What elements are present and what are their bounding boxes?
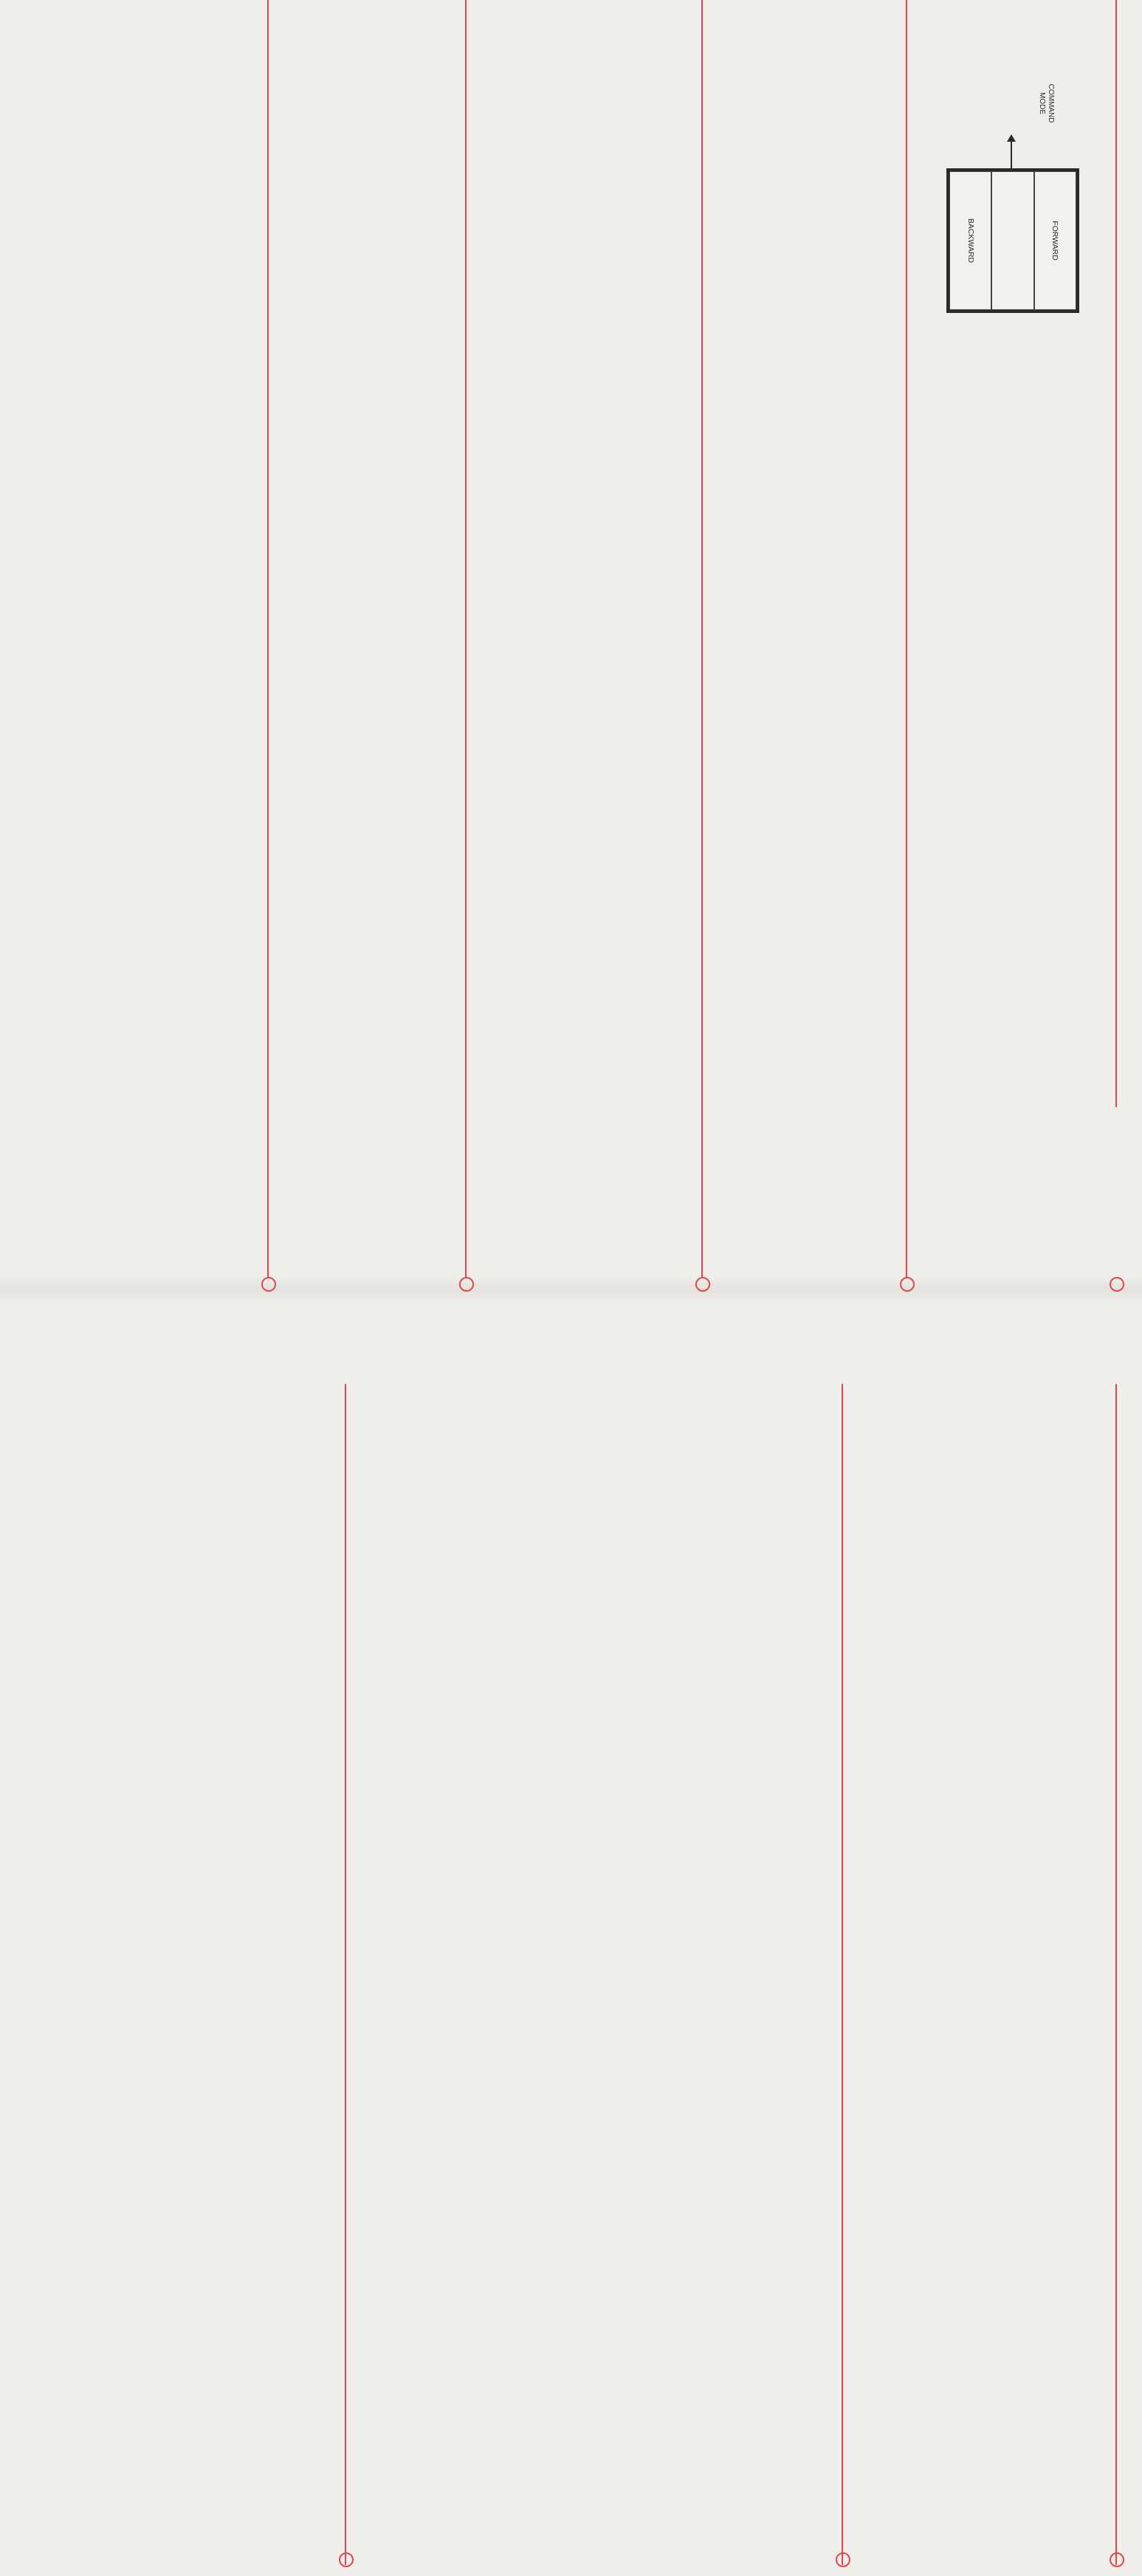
page-fold — [0, 1277, 1142, 1302]
key: BACKWARD — [949, 171, 991, 310]
red-circle — [339, 2552, 354, 2567]
red-circle — [695, 1277, 710, 1292]
red-circle — [900, 1277, 915, 1292]
red-circle — [1110, 1277, 1124, 1292]
red-circle — [459, 1277, 474, 1292]
red-rule — [267, 0, 269, 1277]
red-rule — [842, 1384, 843, 2565]
red-circle — [261, 1277, 276, 1292]
key — [991, 171, 1033, 310]
red-rule — [701, 0, 703, 1277]
arrow-icon — [1011, 136, 1012, 168]
red-rule — [1115, 1384, 1117, 2565]
red-rule — [345, 1384, 346, 2565]
red-circle — [1110, 2552, 1124, 2567]
transition-keypad-left — [946, 168, 1079, 313]
key: FORWARD — [1034, 171, 1076, 310]
command-mode-label: COMMAND MODE — [1038, 83, 1055, 123]
red-rule — [465, 0, 467, 1277]
red-rule — [1115, 0, 1117, 1107]
red-rule — [906, 0, 907, 1277]
red-circle — [836, 2552, 850, 2567]
